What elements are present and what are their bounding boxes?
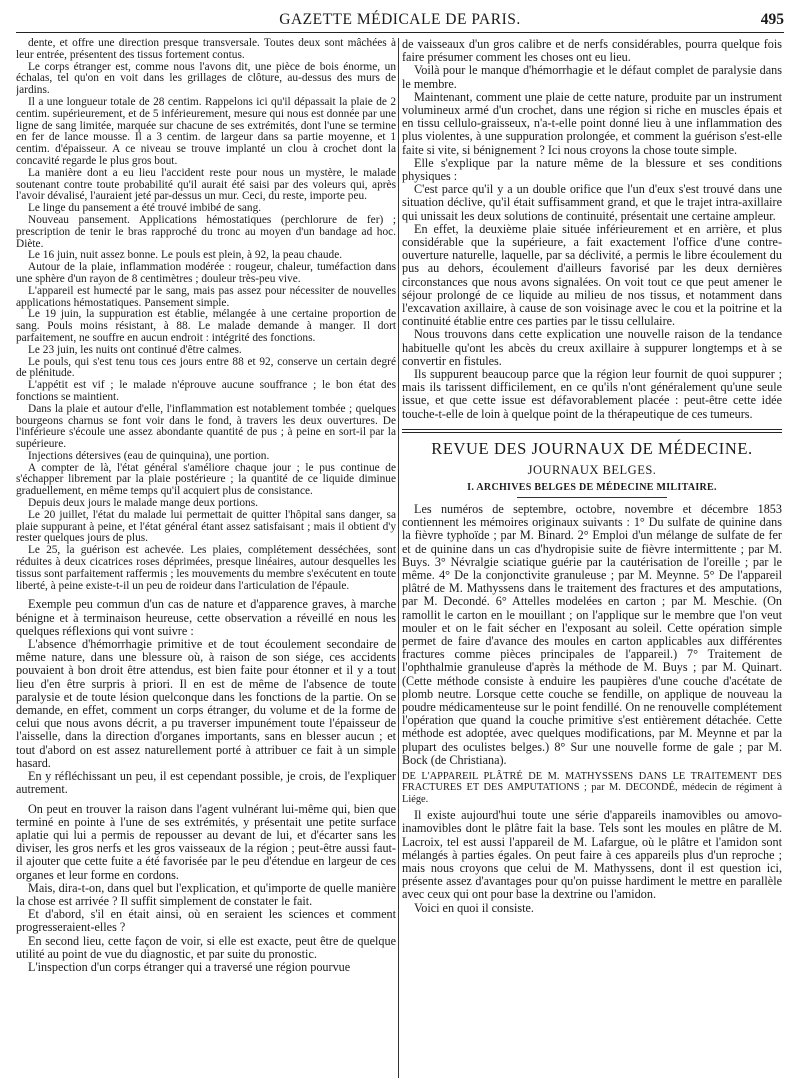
paragraph: Et d'abord, s'il en était ainsi, où en seraient les sciences et comment progresseraient-elles ?: [16, 907, 396, 935]
article-heading: DE L'APPAREIL PLÂTRÉ DE M. MATHYSSENS DANS LE TRAITEMENT DES FRACTURES ET DES AMPUTATIONS ; par M. DECONDÉ, médecin de régiment à Liége.: [402, 770, 782, 805]
review-subtitle: JOURNAUX BELGES.: [527, 462, 657, 477]
left-column: [16, 38, 396, 1078]
commentary-text: [16, 598, 396, 974]
paragraph: L'appétit est vif ; le malade n'éprouve aucune souffrance ; le bon état des fonctions se maintient.: [16, 379, 396, 403]
paragraph: L'appareil est humecté par le sang, mais pas assez pour nécessiter de nouvelles applications hémostatiques. Pansement simple.: [16, 284, 396, 309]
paragraph: Le pouls, qui s'est tenu tous ces jours entre 88 et 92, conserve un certain degré de plénitude.: [16, 355, 396, 380]
paragraph: En y réfléchissant un peu, il est cependant possible, je crois, de l'expliquer autrement.: [16, 769, 396, 797]
column-divider: [398, 38, 399, 1078]
article-text: [402, 809, 782, 915]
section-divider: [402, 429, 782, 433]
paragraph: C'est parce qu'il y a un double orifice que l'un d'eux s'est trouvé dans une situation déclive, qu'il était suffisamment grand, et que le trajet intra-axillaire qui unissait les deux solutions de continuité, présentait une certaine ampleur.: [402, 182, 782, 223]
paragraph: Voici en quoi il consiste.: [414, 900, 534, 915]
paragraph: Injections détersives (eau de quinquina), une portion.: [28, 449, 270, 462]
paragraph: Depuis deux jours le malade mange deux portions.: [28, 497, 258, 510]
page-header: [16, 10, 784, 33]
paragraph: Les numéros de septembre, octobre, novembre et décembre 1853 contiennent les mémoires originaux suivants : 1° Du sulfate de quinine dans la fièvre typhoïde ; par M. Binard. 2° Emploi d'un mélange de sulfate de fer et de quinine dans un cas d'hydropisie suite de fièvre intermittente ; par M. Buys. 3° Névralgie sciatique guérie par la cautérisation de l'oreille ; par le même. 4° De la conjonctivite granuleuse ; par M. Meynne. 5° De l'appareil plâtré de M. Mathyssens dans le traitement des fractures et des amputations, par M. Decondé. 6° Attelles modelées en carton ; par M. Meschie. (On ramollit le carton en le mouillant ; on l'applique sur le membre que l'on veut mouler et on le fait sécher en l'exposant au soleil. Cette opération simple permet de faire d'avance des moules en carton applicables aux différentes fractures comme pièces principales de l'appareil.) 7° Traitement de l'ophthalmie granuleuse d'après la méthode de M. Buys ; par M. Quinart. (Cette méthode consiste à enduire les paupières d'une couche d'acétate de plomb neutre. Lorsque cette couche se fendille, on applique de nouveau la poudre médicamenteuse sur le point fendillé. On ne renouvelle complétement l'opération que quand la couche primitive s'est entièrement détachée. Cette méthode est adoptée, avec quelques modifications, par M. Meynne et par la plupart des oculistes belges.) 8° Sur une nouvelle forme de gale ; par M. Bock (de Christiana).: [402, 501, 782, 767]
journal-title: GAZETTE MÉDICALE DE PARIS.: [279, 11, 521, 28]
paragraph: Ils suppurent beaucoup parce que la région leur fournit de quoi suppurer ; mais ils tarissent difficilement, en ce qu'ils n'ont généralement qu'une seule issue, et que cette issue est défavorablement placée : peut-être cette idée touche-t-elle de loin à quelque point de la thérapeutique de ces tumeurs.: [402, 367, 782, 421]
paragraph: Elle s'explique par la nature même de la blessure et ses conditions physiques :: [402, 155, 782, 184]
paragraph: En effet, la deuxième plaie située inférieurement et en arrière, et plus considérable que la supérieure, a fait exactement l'office d'une contre-ouverture naturelle, laquelle, par sa déclivité, a permis le libre écoulement du pus au dehors, écoulement d'ailleurs favorisé par les deux dernières circonstances que nous avons signalées. On voit tout ce que peut amener le séjour prolongé de ce liquide au milieu de nos tissus, et notamment dans l'excavation axillaire, à cause de son voisinage avec le cou et la poitrine et la continuité établie entre ces parties par le tissu cellulaire.: [402, 221, 782, 329]
observation-text: [16, 38, 396, 592]
paragraph: En second lieu, cette façon de voir, si elle est exacte, peut être de quelque utilité au point de vue du diagnostic, et par suite du pronostic.: [16, 933, 396, 961]
paragraph: Autour de la plaie, inflammation modérée : rougeur, chaleur, tuméfaction dans une sphère d'un rayon de 8 centimètres ; douleur très-peu vive.: [16, 261, 396, 285]
section-heading: I. ARCHIVES BELGES DE MÉDECINE MILITAIRE.: [467, 481, 717, 493]
paragraph: Maintenant, comment une plaie de cette nature, produite par un instrument volumineux armé d'un crochet, dans une région si riche en muscles épais et en tissu cellulo-graisseux, n'a-t-elle point donné lieu à une inflammation des plus violentes, à une suppuration prolongée, et comment la guérison s'est-elle faite si vite, si bénignement ? Ici nous croyons la chose toute simple.: [402, 89, 782, 157]
paragraph: Il a une longueur totale de 28 centim. Rappelons ici qu'il dépassait la plaie de 2 centim. supérieurement, et de 5 inférieurement, mesure qui nous est donnée par une ligne de sang limitée, marquée sur chacune de ses extrémités, dont l'une se termine en fer de lance mousse. Il a 3 centim. de largeur dans sa partie moyenne, et 1 centim. d'épaisseur. A ce niveau se trouve implanté un clou à crochet dont la concavité regarde le plus gros bout.: [16, 95, 396, 167]
continuation-text: [402, 38, 782, 421]
heading-rule: [517, 497, 667, 498]
paragraph: L'inspection d'un corps étranger qui a traversé une région pourvue: [28, 959, 351, 974]
page-number: 495: [760, 11, 784, 28]
paragraph: de vaisseaux d'un gros calibre et de nerfs considérables, pourra quelque fois faire présumer comment les choses ont eu lieu.: [402, 38, 782, 65]
paragraph: Mais, dira-t-on, dans quel but l'explication, et qu'importe de quelle manière la chose est arrivée ? Il suffit simplement de constater le fait.: [16, 880, 396, 908]
paragraph: Le 25, la guérison est achevée. Les plaies, complétement desséchées, sont réduites à deux cicatrices roses déprimées, presque linéaires, autour desquelles les tissus sont parfaitement raffermis ; les mouvements du membre s'exécutent en toute liberté, à peine existe-t-il un peu de roideur dans l'articulation de l'épaule.: [16, 544, 396, 592]
paragraph: La manière dont a eu lieu l'accident reste pour nous un mystère, le malade soutenant contre toute probabilité qu'il aurait été saisi par des voleurs qui, après l'avoir dévalisé, l'auraient jeté par-dessus un mur. Ceci, du reste, importe peu.: [16, 166, 396, 203]
paragraph: L'absence d'hémorrhagie primitive et de tout écoulement secondaire de même nature, dans une blessure où, à raison de son siége, ces accidents pouvaient à bon droit être attendus, est bien faite pour étonner et il y a tout lieu d'en être surpris à priori. Il en est de même de l'absence de toute paralysie et de toute lésion quelconque dans les fonctions de la partie. On se demande, en effet, comment un corps étranger, du volume et de la forme de celui que nous avons décrit, a pu traverser impunément toute l'épaisseur de l'aisselle, dans la direction d'organes importants, sans en blesser aucun ; et tout d'abord on est assez naturellement porté à attribuer ce fait à un simple hasard.: [16, 637, 396, 770]
two-column-body: [16, 38, 784, 1078]
paragraph: Le 16 juin, nuit assez bonne. Le pouls est plein, à 92, la peau chaude.: [28, 249, 343, 262]
paragraph: dente, et offre une direction presque transversale. Toutes deux sont mâchées à leur entrée, présentent des tissus fortement contus.: [16, 38, 396, 61]
paragraph: Exemple peu commun d'un cas de nature et d'apparence graves, à marche bénigne et à terminaison heureuse, cette observation a réveillé en nous les quelques réflexions qui vont suivre :: [16, 597, 396, 638]
paragraph: Le 19 juin, la suppuration est établie, mélangée à une certaine proportion de sang. Pouls moins résistant, à 88. Le malade demande à manger. Il dort parfaitement, ne souffre en aucun endroit : intégrité des fonctions.: [16, 308, 396, 344]
paragraph: Nous trouvons dans cette explication une nouvelle raison de la tendance habituelle qu'ont les abcès du creux axillaire à suppurer longtemps et à se convertir en fistules.: [402, 327, 782, 368]
paragraph: Nouveau pansement. Applications hémostatiques (perchlorure de fer) ; prescription de tenir le bras rapproché du tronc au moyen d'un bandage ad hoc. Diète.: [16, 213, 396, 250]
review-text: [402, 503, 782, 767]
paragraph: Le linge du pansement a été trouvé imbibé de sang.: [28, 202, 262, 215]
paragraph: Le corps étranger est, comme nous l'avons dit, une pièce de bois énorme, un échalas, tel qu'on en voit dans les grillages de clôture, au-dessus des murs de jardins.: [16, 60, 396, 97]
paragraph: Voilà pour le manque d'hémorrhagie et le défaut complet de paralysie dans le membre.: [402, 63, 782, 91]
right-column: [402, 38, 782, 1078]
paragraph: Le 20 juillet, l'état du malade lui permettait de quitter l'hôpital sans danger, sa plaie suppurant à peine, et l'état général étant assez satisfaisant ; mais il obtient d'y rester quelques jours de plus.: [16, 508, 396, 545]
paragraph: On peut en trouver la raison dans l'agent vulnérant lui-même qui, bien que terminé en pointe à l'une de ses extrémités, y présentait une petite surface aplatie qui lui a permis de repousser au devant de lui, et d'écarter sans les diviser, les gros nerfs et les gros vaisseaux de la région ; peut-être aussi faut-il ajouter que cette fuite a été favorisée par le peu d'étendue en largeur de ces organes et leur forme en cordons.: [16, 801, 396, 882]
paragraph: Le 23 juin, les nuits ont continué d'être calmes.: [28, 343, 242, 356]
paragraph: Dans la plaie et autour d'elle, l'inflammation est notablement tombée ; quelques bourgeons charnus se font voir dans le fond, à travers les deux ouvertures. De l'inférieure s'écoule une assez abondante quantité de pus ; à peine en sort-il par la supérieure.: [16, 402, 396, 451]
paragraph: A compter de là, l'état général s'améliore chaque jour ; le pus continue de s'échapper librement par la plaie postérieure ; la quantité de ce liquide diminue graduellement, en même temps qu'il acquiert plus de consistance.: [16, 461, 396, 498]
paragraph: Il existe aujourd'hui toute une série d'appareils inamovibles ou amovo-inamovibles dont le plâtre fait la base. Tels sont les moules en plâtre de M. Lacroix, tel est aussi l'appareil de M. Lafargue, où le plâtre et l'amidon sont mélangés à parties égales. On peut faire à ces appareils plus d'un reproche ; mais nous croyons que celui de M. Mathyssens, dont il est question ici, présente assez d'avantages pour qu'on puisse hardiment le mettre en parallèle avec ceux qui ont pour base la dextrine ou l'amidon.: [402, 808, 782, 902]
review-title: REVUE DES JOURNAUX DE MÉDECINE.: [431, 438, 753, 458]
